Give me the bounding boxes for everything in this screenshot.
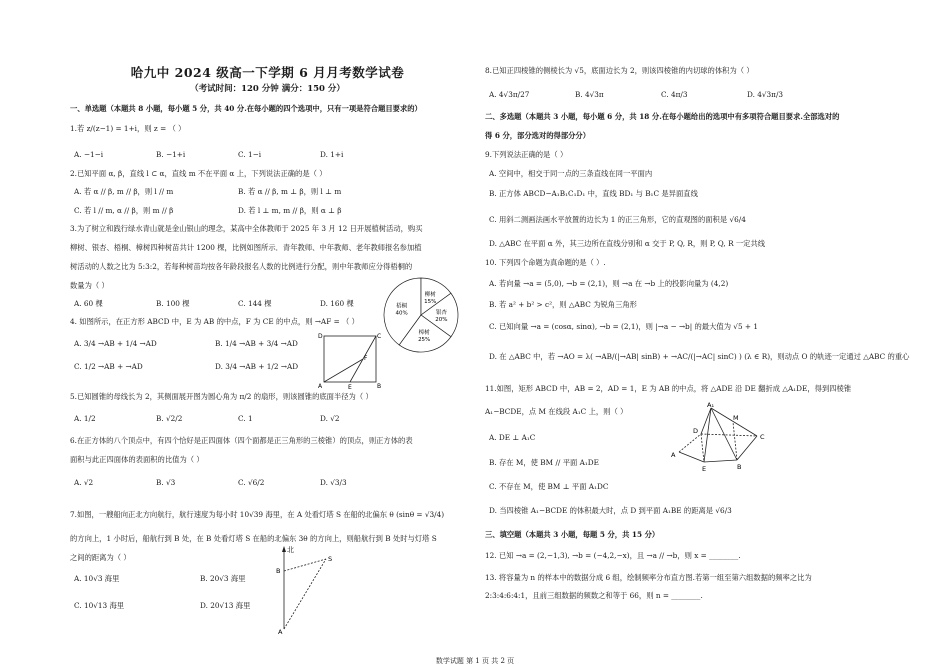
pie-percent-1: 15% xyxy=(424,298,437,305)
q1-option-d: D. 1+i xyxy=(320,150,344,159)
q4-option-d: D. 3/4 →AB + 1/2 →AD xyxy=(215,362,299,371)
exam-title: 哈九中 2024 级高一下学期 6 月月考数学试卷 xyxy=(130,65,405,80)
square-figure xyxy=(316,330,384,390)
label-a: A xyxy=(278,628,283,635)
label-f: F xyxy=(364,355,368,362)
q3-option-a: A. 60 棵 xyxy=(74,299,103,308)
label-a: A xyxy=(318,383,323,390)
label-s: S xyxy=(328,555,333,563)
label-a: A xyxy=(671,451,676,459)
q6-option-c: C. √6/2 xyxy=(238,478,265,487)
q7-option-d: D. 20√13 海里 xyxy=(200,601,251,610)
pie-label-1: 柳树 xyxy=(424,291,436,298)
q2-option-d: D. 若 l ⊥ m, m // β，则 α ⊥ β xyxy=(238,206,342,215)
pie-label-3: 樟树 xyxy=(418,330,430,337)
q1-option-a: A. −1−i xyxy=(74,150,104,159)
q12-stem: 12. 已知 →a = (2,−1,3), →b = (−4,2,−x)，且 →a // →b，则 x = ________. xyxy=(485,551,741,560)
line-as xyxy=(284,559,326,629)
q5-option-a: A. 1/2 xyxy=(74,414,96,423)
label-b: B xyxy=(377,383,382,390)
edge-ae xyxy=(679,452,704,462)
q2-option-a: A. 若 α // β, m // β，则 l // m xyxy=(74,187,174,196)
label-d: D xyxy=(693,427,699,435)
pie-percent-3: 25% xyxy=(418,337,431,344)
q10-stem: 10. 下列四个命题为真命题的是（ ）. xyxy=(485,258,606,267)
q5-stem: 5.已知圆锥的母线长为 2，其侧面展开图为圆心角为 π/2 的扇形，则该圆锥的底面半径为（ ） xyxy=(70,392,373,401)
q9-option-c: C. 用斜二测画法画水平放置的边长为 1 的正三角形，它的直观图的面积是 √6/4 xyxy=(489,215,746,224)
edge-eb xyxy=(704,460,737,462)
q3-option-c: C. 144 棵 xyxy=(238,299,272,308)
pie-percent-2: 20% xyxy=(435,317,448,323)
q11-option-a: A. DE ⊥ A₁C xyxy=(489,433,536,442)
q2-option-c: C. 若 l // m, α // β，则 m // β xyxy=(74,206,174,215)
q1-option-b: B. −1+i xyxy=(156,150,186,159)
q3-line-1: 3.为了树立和践行绿水青山就是金山银山的理念，某高中全体教师于 2025 年 3 月 12 日开展植树活动，购买 xyxy=(70,224,423,233)
edge-ad xyxy=(679,434,701,452)
pie-chart xyxy=(381,275,461,355)
edge-dc xyxy=(701,434,757,436)
navigation-figure xyxy=(270,543,340,635)
q10-option-b: B. 若 a² + b² > c²，则 △ABC 为锐角三角形 xyxy=(489,300,637,309)
q4-option-b: B. 1/4 →AB + 3/4 →AD xyxy=(215,339,298,348)
q13-line-2: 2:3:4:6:4:1，且前三组数据的频数之和等于 66，则 n = ________. xyxy=(485,591,703,600)
segment-af xyxy=(324,359,363,382)
section-2-heading-line-2: 得 6 分，部分选对的得部分分） xyxy=(485,131,591,140)
q9-option-d: D. △ABC 在平面 α 外，其三边所在直线分别和 α 交于 P, Q, R，则 P, Q, R 一定共线 xyxy=(489,239,766,248)
q8-option-a: A. 4√3π/27 xyxy=(489,90,530,99)
q6-line-1: 6.在正方体的八个顶点中，有四个恰好是正四面体（四个面都是正三角形的三棱锥）的顶点，则正方体的表 xyxy=(70,436,413,445)
q6-option-b: B. √3 xyxy=(156,478,176,487)
square-abcd xyxy=(324,336,376,382)
pie-label-2: 银杏 xyxy=(435,310,447,316)
q7-line-1: 7.如图，一艘船向正北方向航行，航行速度为每小时 10√39 海里，在 A 处看灯塔 S 在船的北偏东 θ (sinθ = √3/4) xyxy=(70,510,445,519)
q7-option-c: C. 10√13 海里 xyxy=(74,601,125,610)
north-arrow-icon xyxy=(282,546,286,552)
edge-de xyxy=(701,434,704,462)
q10-option-d: D. 在 △ABC 中，若 →AO = λ( →AB/(|→AB| sinB) + →AC/(|→AC| sinC) ) (λ ∈ R)，则动点 O 的轨迹一定通过 △ABC 的重心 xyxy=(489,352,910,361)
label-d: D xyxy=(318,333,323,340)
label-e: E xyxy=(348,384,352,390)
q7-line-2: 的方向上，1 小时后，船航行到 B 处，在 B 处看灯塔 S 在船的北偏东 3θ 的方向上，则船航行到 B 处时与灯塔 S xyxy=(70,534,437,543)
q6-line-2: 面积与此正四面体的表面积的比值为（ ） xyxy=(70,455,204,464)
label-b: B xyxy=(737,463,742,471)
label-a1: A₁ xyxy=(707,401,715,409)
label-m: M xyxy=(733,414,739,422)
pyramid-figure xyxy=(657,400,775,472)
q3-line-4: 数量为（ ） xyxy=(70,281,109,290)
q1-stem: 1.若 z/(z−1) = 1+i，则 z = （ ） xyxy=(70,124,186,133)
q4-option-c: C. 1/2 →AB + →AD xyxy=(74,362,143,371)
q9-option-a: A. 空间中，相交于同一点的三条直线在同一平面内 xyxy=(489,169,653,178)
label-b: B xyxy=(276,567,281,575)
q11-option-d: D. 当四棱锥 A₁−BCDE 的体积最大时，点 D 到平面 A₁BE 的距离是 √6/3 xyxy=(489,506,732,515)
q4-stem: 4. 如图所示，在正方形 ABCD 中，E 为 AB 的中点，F 为 CE 的中点，则 →AF = （ ） xyxy=(70,317,359,326)
q6-option-a: A. √2 xyxy=(74,478,94,487)
q7-option-b: B. 20√3 海里 xyxy=(200,574,246,583)
q10-option-c: C. 已知向量 →a = (cosα, sinα), →b = (2,1)，则 |→a − →b| 的最大值为 √5 + 1 xyxy=(489,322,758,331)
q11-line-1: 11.如图，矩形 ABCD 中，AB = 2，AD = 1，E 为 AB 的中点，将 △ADE 沿 DE 翻折成 △A₁DE，得到四棱锥 xyxy=(485,384,852,393)
q5-option-d: D. √2 xyxy=(320,414,340,423)
q8-option-c: C. 4π/3 xyxy=(661,90,688,99)
q2-option-b: B. 若 α // β, m ⊥ β，则 l ⊥ m xyxy=(238,187,342,196)
label-c: C xyxy=(760,433,765,441)
line-bs xyxy=(284,559,326,571)
q9-stem: 9.下列说法正确的是（ ） xyxy=(485,150,568,159)
q3-option-d: D. 160 棵 xyxy=(320,299,354,308)
q5-option-b: B. √2/2 xyxy=(156,414,183,423)
q1-option-c: C. 1−i xyxy=(238,150,262,159)
label-e: E xyxy=(702,465,707,472)
section-2-heading-line-1: 二、多选题（本题共 3 小题，每小题 6 分，共 18 分.在每小题给出的选项中有多项符合题目要求.全部选对的 xyxy=(485,112,840,121)
q3-line-2: 柳树、银杏、梧桐、樟树四种树苗共计 1200 棵，比例如图所示．青年教师、中年教师、老年教师报名参加植 xyxy=(70,243,422,252)
q11-option-b: B. 存在 M，使 BM // 平面 A₁DE xyxy=(489,458,599,467)
q11-option-c: C. 不存在 M，使 BM ⊥ 平面 A₁DC xyxy=(489,482,609,491)
segment-bm xyxy=(733,422,737,460)
pie-percent-0: 40% xyxy=(395,310,408,317)
q3-option-b: B. 100 棵 xyxy=(156,299,190,308)
q4-option-a: A. 3/4 →AB + 1/4 →AD xyxy=(74,339,157,348)
q11-line-2: A₁−BCDE，点 M 在线段 A₁C 上，则（ ） xyxy=(485,407,628,416)
q5-option-c: C. 1 xyxy=(238,414,253,423)
label-c: C xyxy=(377,333,382,340)
q2-stem: 2.已知平面 α, β，直线 l ⊂ α，直线 m 不在平面 α 上，下列说法正确的是（ ） xyxy=(70,169,327,178)
q8-stem: 8.已知正四棱锥的侧棱长为 √5，底面边长为 2，则该四棱锥的内切球的体积为（ ） xyxy=(485,66,754,75)
q6-option-d: D. √3/3 xyxy=(320,478,347,487)
q8-option-d: D. 4√3π/3 xyxy=(747,90,784,99)
q3-line-3: 树活动的人数之比为 5:3:2，若每种树苗均按各年龄段报名人数的比例进行分配，则中年教师应分得梧桐的 xyxy=(70,262,413,271)
exam-subtitle: （考试时间：120 分钟 满分：150 分） xyxy=(190,84,345,94)
page-footer: 数学试题 第 1 页 共 2 页 xyxy=(435,657,515,665)
section-3-heading: 三、填空题（本题共 3 小题，每题 5 分，共 15 分） xyxy=(485,530,660,539)
label-north: 北 xyxy=(287,546,294,554)
q7-option-a: A. 10√3 海里 xyxy=(74,574,120,583)
section-1-heading: 一、单选题（本题共 8 小题，每小题 5 分，共 40 分.在每小题的四个选项中，只有一项是符合题目要求的） xyxy=(70,104,422,113)
pie-label-0: 梧桐 xyxy=(396,303,408,310)
q13-line-1: 13. 将容量为 n 的样本中的数据分成 6 组，绘制频率分布直方图.若第一组至第六组数据的频率之比为 xyxy=(485,573,812,582)
q9-option-b: B. 正方体 ABCD−A₁B₁C₁D₁ 中，直线 BD₁ 与 B₁C 是异面直线 xyxy=(489,189,698,198)
q7-line-3: 之间的距离为（ ） xyxy=(70,553,131,562)
q10-option-a: A. 若向量 →a = (5,0), →b = (2,1)，则 →a 在 →b 上的投影向量为 (4,2) xyxy=(489,279,729,288)
q8-option-b: B. 4√3π xyxy=(575,90,604,99)
edge-bc xyxy=(737,436,757,460)
